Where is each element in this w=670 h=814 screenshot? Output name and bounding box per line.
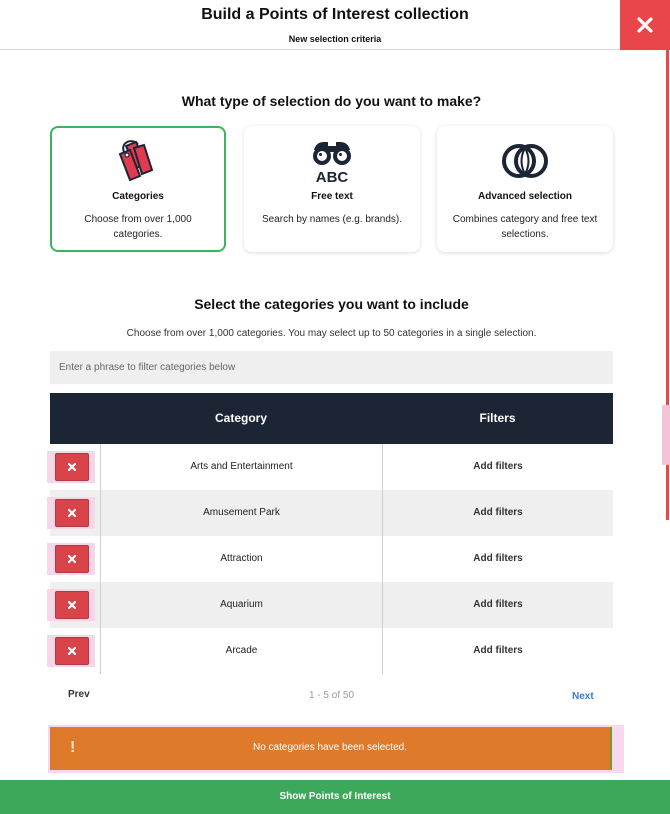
card-description: Combines category and free text selections. bbox=[452, 214, 598, 240]
table-row bbox=[50, 536, 613, 582]
close-icon bbox=[637, 17, 653, 33]
close-icon bbox=[67, 508, 77, 518]
card-title: Advanced selection bbox=[478, 191, 572, 202]
card-description: Search by names (e.g. brands). bbox=[261, 214, 403, 225]
close-icon bbox=[67, 462, 77, 472]
add-filters-link[interactable]: Add filters bbox=[382, 536, 613, 582]
card-title: Free text bbox=[311, 191, 353, 202]
page-info: 1 - 5 of 50 bbox=[308, 690, 355, 701]
svg-text:ABC: ABC bbox=[315, 169, 349, 184]
selection-type-heading: What type of selection do you want to make? bbox=[181, 93, 482, 109]
card-advanced-selection[interactable] bbox=[437, 126, 613, 252]
binoculars-abc-icon bbox=[308, 138, 356, 184]
close-icon bbox=[67, 554, 77, 564]
category-cell: Aquarium bbox=[100, 582, 382, 628]
next-page-button[interactable]: Next bbox=[572, 691, 594, 702]
show-points-of-interest-button[interactable]: Show Points of Interest bbox=[0, 780, 670, 814]
category-filter-input[interactable] bbox=[50, 351, 613, 384]
card-categories[interactable] bbox=[50, 126, 226, 252]
card-title: Categories bbox=[112, 191, 164, 202]
column-header-category: Category bbox=[214, 411, 267, 425]
add-filters-link[interactable]: Add filters bbox=[382, 490, 613, 536]
table-row bbox=[50, 628, 613, 674]
table-header bbox=[50, 393, 613, 444]
card-free-text[interactable] bbox=[244, 126, 420, 252]
remove-category-button[interactable] bbox=[55, 453, 89, 481]
category-cell: Amusement Park bbox=[100, 490, 382, 536]
modal-header bbox=[0, 0, 670, 50]
category-cell: Arcade bbox=[100, 628, 382, 674]
remove-category-button[interactable] bbox=[55, 499, 89, 527]
add-filters-link[interactable]: Add filters bbox=[382, 444, 613, 490]
category-cell: Arts and Entertainment bbox=[100, 444, 382, 490]
prev-page-button[interactable]: Prev bbox=[68, 689, 90, 700]
table-row bbox=[50, 582, 613, 628]
scrollbar-thumb[interactable] bbox=[662, 405, 670, 465]
warning-alert bbox=[50, 727, 612, 770]
page-subtitle: New selection criteria bbox=[288, 34, 382, 44]
category-cell: Attraction bbox=[100, 536, 382, 582]
remove-category-button[interactable] bbox=[55, 637, 89, 665]
categories-table bbox=[50, 393, 613, 674]
categories-description: Choose from over 1,000 categories. You may select up to 50 categories in a single selection. bbox=[126, 328, 537, 339]
close-button[interactable] bbox=[620, 0, 670, 50]
warning-icon: ! bbox=[70, 739, 76, 756]
table-row bbox=[50, 444, 613, 490]
add-filters-link[interactable]: Add filters bbox=[382, 582, 613, 628]
page-title: Build a Points of Interest collection bbox=[201, 6, 469, 23]
remove-category-button[interactable] bbox=[55, 591, 89, 619]
add-filters-link[interactable]: Add filters bbox=[382, 628, 613, 674]
remove-category-button[interactable] bbox=[55, 545, 89, 573]
categories-heading: Select the categories you want to include bbox=[194, 296, 469, 312]
venn-circles-icon bbox=[499, 138, 551, 184]
close-icon bbox=[67, 646, 77, 656]
card-description: Choose from over 1,000 categories. bbox=[84, 214, 192, 240]
column-header-filters: Filters bbox=[479, 411, 516, 425]
tags-icon bbox=[116, 138, 160, 184]
close-icon bbox=[67, 600, 77, 610]
table-row bbox=[50, 490, 613, 536]
alert-message: No categories have been selected. bbox=[253, 742, 407, 753]
scrollbar[interactable] bbox=[662, 50, 670, 520]
